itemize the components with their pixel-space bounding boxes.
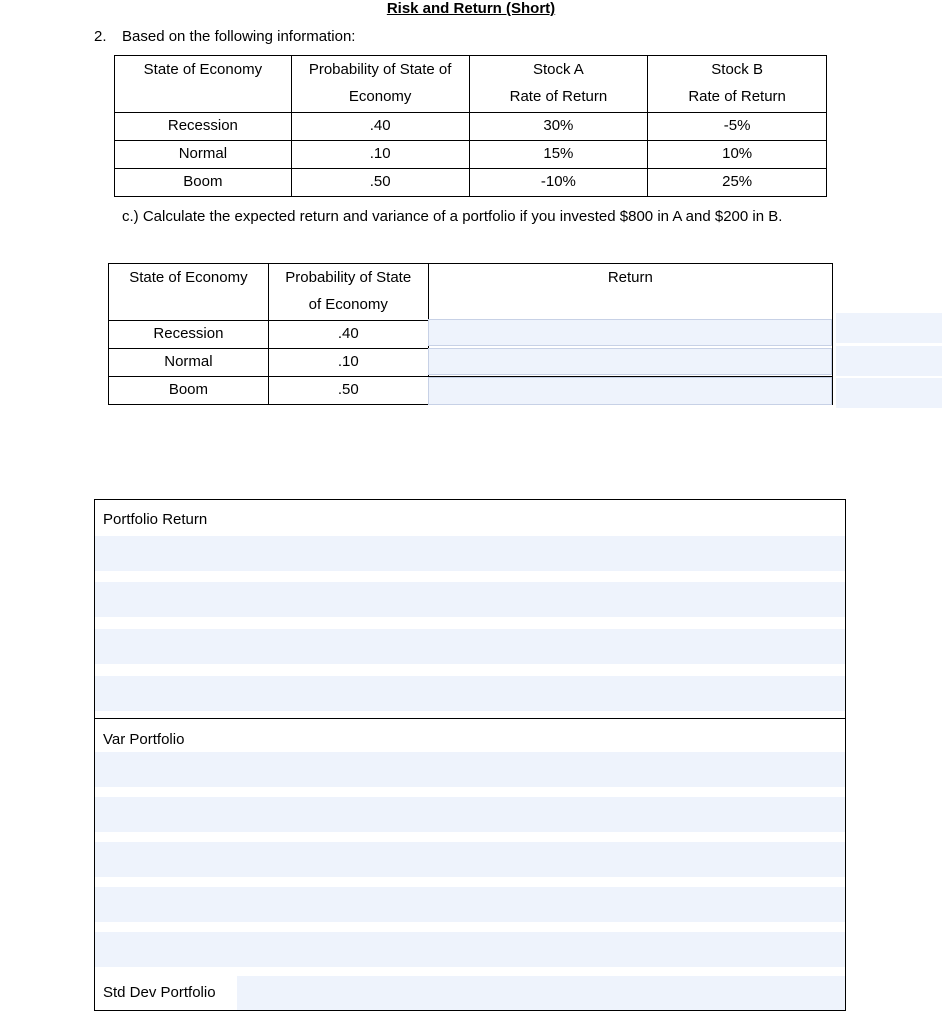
calc-header-return xyxy=(428,264,832,321)
var-portfolio-field-4[interactable] xyxy=(95,887,845,922)
info-header-state xyxy=(115,56,292,113)
info-header-a-line1: Stock A xyxy=(532,61,584,78)
std-dev-label: Std Dev Portfolio xyxy=(103,984,216,1001)
info-stock-b-cell: 10% xyxy=(648,141,827,169)
info-prob-cell: .10 xyxy=(291,141,469,169)
calc-prob-cell: .40 xyxy=(268,321,428,349)
portfolio-return-field-3[interactable] xyxy=(95,629,845,664)
calc-header-state xyxy=(109,264,269,321)
info-state-cell: Boom xyxy=(115,169,292,197)
extra-recession-field[interactable] xyxy=(836,313,942,343)
info-table-header-row xyxy=(115,56,827,113)
info-header-probability xyxy=(291,56,469,113)
info-stock-a-cell: -10% xyxy=(469,169,648,197)
std-dev-field[interactable] xyxy=(237,976,845,1010)
portfolio-return-field-1[interactable] xyxy=(95,536,845,571)
calc-header-probability xyxy=(268,264,428,321)
info-header-stock-b xyxy=(648,56,827,113)
calc-state-cell: Normal xyxy=(109,349,269,377)
calc-header-state-text: State of Economy xyxy=(129,269,248,286)
var-portfolio-field-2[interactable] xyxy=(95,797,845,832)
table-row xyxy=(115,169,827,197)
calc-header-prob-line2: of Economy xyxy=(308,296,388,313)
page-title: Risk and Return (Short) xyxy=(386,0,556,17)
table-row xyxy=(115,113,827,141)
info-stock-b-cell: -5% xyxy=(648,113,827,141)
calc-header-prob-line1: Probability of State xyxy=(285,269,412,286)
info-header-prob-line1: Probability of State of xyxy=(308,61,452,78)
var-portfolio-field-3[interactable] xyxy=(95,842,845,877)
question-text: Based on the following information: xyxy=(122,28,356,45)
return-boom-field[interactable] xyxy=(428,377,832,405)
return-normal-field[interactable] xyxy=(428,348,832,375)
info-prob-cell: .50 xyxy=(291,169,469,197)
return-recession-field[interactable] xyxy=(428,319,832,346)
portfolio-return-label: Portfolio Return xyxy=(103,511,208,528)
info-state-cell: Recession xyxy=(115,113,292,141)
calc-state-cell: Boom xyxy=(109,377,269,405)
part-c-question: c.) Calculate the expected return and variance of a portfolio if you invested $800 in A and $200 in B. xyxy=(122,208,783,225)
question-number: 2. xyxy=(94,28,107,45)
extra-boom-field[interactable] xyxy=(836,378,942,408)
info-header-prob-line2: Economy xyxy=(348,88,412,105)
info-stock-a-cell: 30% xyxy=(469,113,648,141)
calc-prob-cell: .10 xyxy=(268,349,428,377)
calc-state-cell: Recession xyxy=(109,321,269,349)
info-header-b-line1: Stock B xyxy=(711,61,763,78)
info-prob-cell: .40 xyxy=(291,113,469,141)
table-row xyxy=(115,141,827,169)
info-table xyxy=(114,55,827,197)
info-header-stock-a xyxy=(469,56,648,113)
var-portfolio-field-1[interactable] xyxy=(95,752,845,787)
info-header-b-line2: Rate of Return xyxy=(688,88,786,105)
info-header-a-line2: Rate of Return xyxy=(509,88,608,105)
section-divider xyxy=(94,718,846,719)
calc-header-return-text: Return xyxy=(607,269,653,286)
info-stock-a-cell: 15% xyxy=(469,141,648,169)
extra-normal-field[interactable] xyxy=(836,346,942,376)
portfolio-return-field-4[interactable] xyxy=(95,676,845,711)
info-state-cell: Normal xyxy=(115,141,292,169)
info-stock-b-cell: 25% xyxy=(648,169,827,197)
info-header-state-text: State of Economy xyxy=(143,61,263,78)
calc-prob-cell: .50 xyxy=(268,377,428,405)
var-portfolio-label: Var Portfolio xyxy=(103,731,185,748)
portfolio-return-field-2[interactable] xyxy=(95,582,845,617)
var-portfolio-field-5[interactable] xyxy=(95,932,845,967)
calc-table-header-row xyxy=(109,264,833,321)
